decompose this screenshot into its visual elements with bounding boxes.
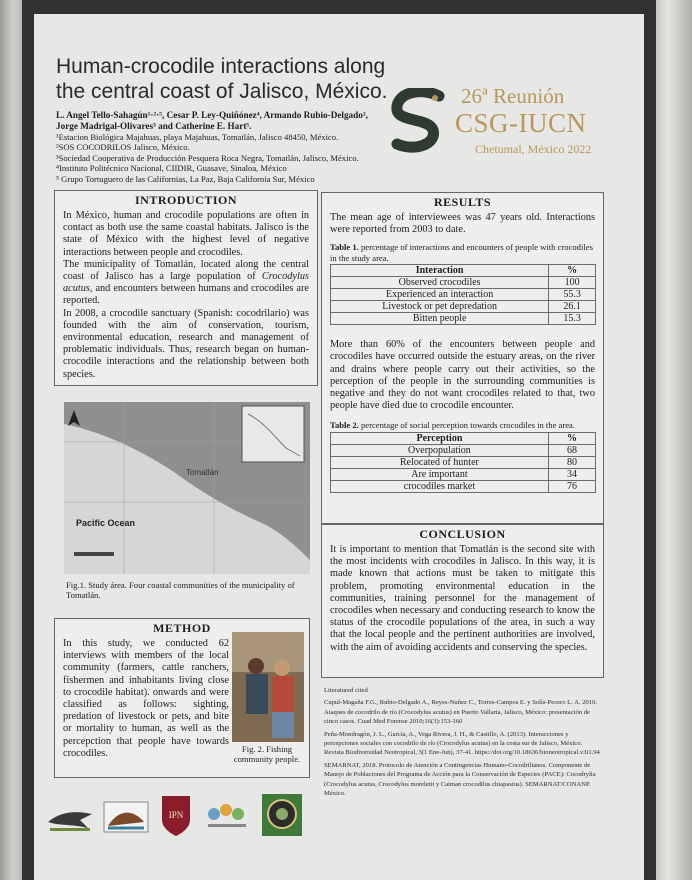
bird-logo-icon: [44, 792, 96, 838]
introduction-paragraph-1: In México, human and crocodile populations are often in contact as both use the same coastal habitats. Jalisco is the state of México with the highest level of negative interactions between people and crocodiles.: [63, 210, 309, 258]
people-photo-graphic: [232, 632, 304, 742]
authors: [56, 110, 426, 132]
table-row: [331, 480, 596, 492]
table-header: %: [548, 432, 595, 444]
table2-title: [330, 420, 595, 430]
affiliation-3: ³Sociedad Cooperativa de Producción Pesquera Roca Negra, Tomatlán, Jalisco, México.: [56, 152, 359, 163]
species-name: Crocodylus acutus: [63, 271, 309, 295]
reference-3: SEMARNAT, 2018. Protocolo de Atención a Contingencias Humano-Cocodrilianos. Componente de Manejo de Poblaciones del Programa de Acción para la Conservación de Especies (PACE): Cocodrylia (Crocodylus acutus, Crocodylus moreletii y Caiman crocodilus chiapasius). SEMARNAT/CONANP. México.: [324, 761, 596, 798]
title-line-2: the central coast of Jalisco, México.: [56, 80, 388, 103]
table-row: [331, 456, 596, 468]
table-row: [331, 313, 596, 325]
introduction-p2-start: The municipality of Tomatlán, located along the central coast of Jalisco has a large population of: [63, 258, 309, 283]
table2-label: Table 2.: [330, 420, 359, 431]
table-cell: Relocated of hunter: [331, 456, 549, 468]
table-cell: Experienced an interaction: [331, 289, 549, 301]
poster-title: [56, 54, 436, 104]
affiliation-1: ¹Estacion Biológica Majahuas, playa Majahuas, Tomatlán, Jalisco 48450, México.: [56, 132, 339, 142]
results-intro: The mean age of interviewees was 47 years old. Interactions were reported from 2003 to date.: [330, 212, 595, 236]
event-name: CSG-IUCN: [455, 108, 587, 138]
wall-right: [652, 0, 692, 880]
event-logo: [389, 80, 649, 170]
sponsor-logo-4: [202, 792, 254, 838]
results-paragraph: More than 60% of the encounters between people and crocodiles have occurred outside the estuary areas, on the river and drains where people carry out their activities, so the perception of the people in the surrounding communities is negative and they do not want crocodiles related to that, two people have died due to crocodile encounter.: [330, 339, 595, 412]
green-seal-logo-icon: [260, 792, 304, 838]
event-edition: 26ª Reunión: [461, 84, 565, 108]
results-section: [321, 192, 604, 524]
table-cell: Bitten people: [331, 313, 549, 325]
table-header: Perception: [331, 432, 549, 444]
affiliation-5: ⁵ Grupo Tortuguero de las Californias, La Paz, Baja California Sur, México: [56, 173, 315, 184]
perception-table: [330, 432, 596, 493]
table-cell: 76: [548, 480, 595, 492]
table-cell: 68: [548, 444, 595, 456]
table-header: %: [549, 265, 596, 277]
affiliation-4: ⁴Instituto Politécnico Nacional, CIIDIR, Guasave, Sinaloa, México: [56, 163, 287, 174]
tortugas-logo-icon: [202, 792, 254, 838]
sponsor-logo-1: [44, 792, 96, 838]
affiliations: [56, 132, 426, 184]
table-cell: Are important: [331, 468, 549, 480]
conclusion-section: [321, 524, 604, 678]
map-caption: Fig.1. Study área. Four coastal communities of the municipality of Tomatlán.: [66, 580, 295, 601]
authors-line-1: L. Angel Tello-Sahagún¹·²·⁵, Cesar P. Ley-Quiñónez⁴, Armando Rubio-Delgado²,: [56, 110, 368, 120]
table-cell: Livestock or pet depredation: [331, 301, 549, 313]
sponsor-logo-3: [158, 792, 194, 838]
fishing-community-photo: [232, 632, 304, 742]
map-label-pacific-ocean: Pacific Ocean: [76, 518, 136, 528]
table-cell: 55.3: [549, 289, 596, 301]
event-location: Chetumal, México 2022: [475, 142, 592, 156]
wall-left: [0, 0, 22, 880]
table-cell: 15.3: [549, 313, 596, 325]
reference-2: Peña-Mondragón, J. L., García, A., Vega Rivera, J. H., & Castillo, A. (2013). Interacciones y percepciones sociales con cocodrilo de río (Crocodylus acutus) en la costa sur de Jalisco, México. Revista Biodiversidad Neotropical, 3(1 Ene-Jun), 37-41. https://doi.org/10.18636/bioneotropical.v3i1.94: [324, 730, 600, 757]
table1-title: [330, 242, 595, 263]
interactions-table: [330, 264, 596, 325]
method-heading: METHOD: [153, 621, 211, 635]
svg-text:IPN: IPN: [168, 810, 184, 820]
table-row: [331, 301, 596, 313]
authors-line-2: Jorge Madrigal-Olivares³ and Catherine E. Hart⁵.: [56, 121, 252, 131]
table-cell: 34: [548, 468, 595, 480]
introduction-p2-end: , and encounters between humans and crocodiles are reported.: [63, 283, 309, 307]
table2-description: percentage of social perception towards crocodiles in the area.: [358, 420, 576, 431]
table1-description: percentage of interactions and encounters of people with crocodiles in the study area.: [330, 242, 593, 263]
conclusion-text: It is important to mention that Tomatlán is the second site with the most incidents with crocodiles in Jalisco. In this way, it is made known that actions must be taken to mitigate this problem, promoting environmental education in the communities, training personnel for the management of crocodiles when necessary and conducting research to know the status of the crocodile populations of the area, in such a way that the local people and the pertinent authorities are involved, with the aim of avoiding accidents and conserving the species.: [330, 544, 595, 653]
roca-negra-logo-icon: [102, 792, 150, 838]
map-label-tomatlan: Tomatlán: [186, 468, 219, 477]
method-text: In this study, we conducted 62 interviews with members of the local community (farmers, cattle ranchers, fishermen and inhabitants living close to crocodile habitat). onwards and were classified as follows: sighting, predation of livestock or pets, and bite or mortality to human, as well as the percepction that people have towards crocodiles.: [63, 638, 229, 759]
introduction-section: [54, 190, 318, 386]
affiliation-2: ²SOS COCODRILOS Jalisco, México.: [56, 142, 190, 153]
table-cell: Overpopulation: [331, 444, 549, 456]
photo-caption: Fig. 2. Fishing community people.: [233, 744, 301, 765]
table-cell: 80: [548, 456, 595, 468]
scientific-poster: [34, 14, 644, 880]
literature-cited: [324, 686, 602, 801]
study-area-map: [64, 402, 310, 574]
table-cell: 26.1: [549, 301, 596, 313]
ipn-logo-icon: [158, 792, 194, 838]
crocodile-s-logo-icon: [389, 88, 449, 156]
sponsor-logo-5: [260, 792, 304, 838]
table-cell: Observed crocodiles: [331, 277, 549, 289]
table-cell: 100: [549, 277, 596, 289]
table-row: [331, 289, 596, 301]
table-row: [331, 468, 596, 480]
reference-1: Cupul-Magaña F.G., Rubio-Delgado A., Reyes-Nuñez C., Torres-Campos E. y Solís-Pecero L. A. 2010. Ataques de cocodrilo de río (Crocodylus acutus) en Puerto Vallarta, Jalisco, México: presentación de cinco casos. Cuad Med Forense 2010;16(3):153-160: [324, 699, 598, 726]
table-row: [331, 277, 596, 289]
introduction-heading: INTRODUCTION: [134, 193, 237, 207]
table-header-row: [331, 432, 596, 444]
table-cell: crocodiles market: [331, 480, 549, 492]
introduction-paragraph-3: In 2008, a crocodile sanctuary (Spanish: cocodrilario) was founded with the aim of conservation, tourism, environmental education, research and management of problematic individuals. Thus, research began on human-crocodile interactions and the relationship between both species.: [63, 307, 309, 380]
literature-heading: Literatured cited: [324, 687, 368, 694]
introduction-paragraph-2: [63, 259, 309, 308]
title-line-1: Human-crocodile interactions along: [56, 55, 386, 78]
table-header-row: [331, 265, 596, 277]
table-row: [331, 444, 596, 456]
sponsor-logo-2: [102, 792, 150, 838]
table-header: Interaction: [331, 265, 549, 277]
table1-label: Table 1.: [330, 242, 359, 253]
map-graphic: [64, 402, 310, 574]
conclusion-heading: CONCLUSION: [419, 527, 506, 541]
results-heading: RESULTS: [433, 195, 492, 209]
